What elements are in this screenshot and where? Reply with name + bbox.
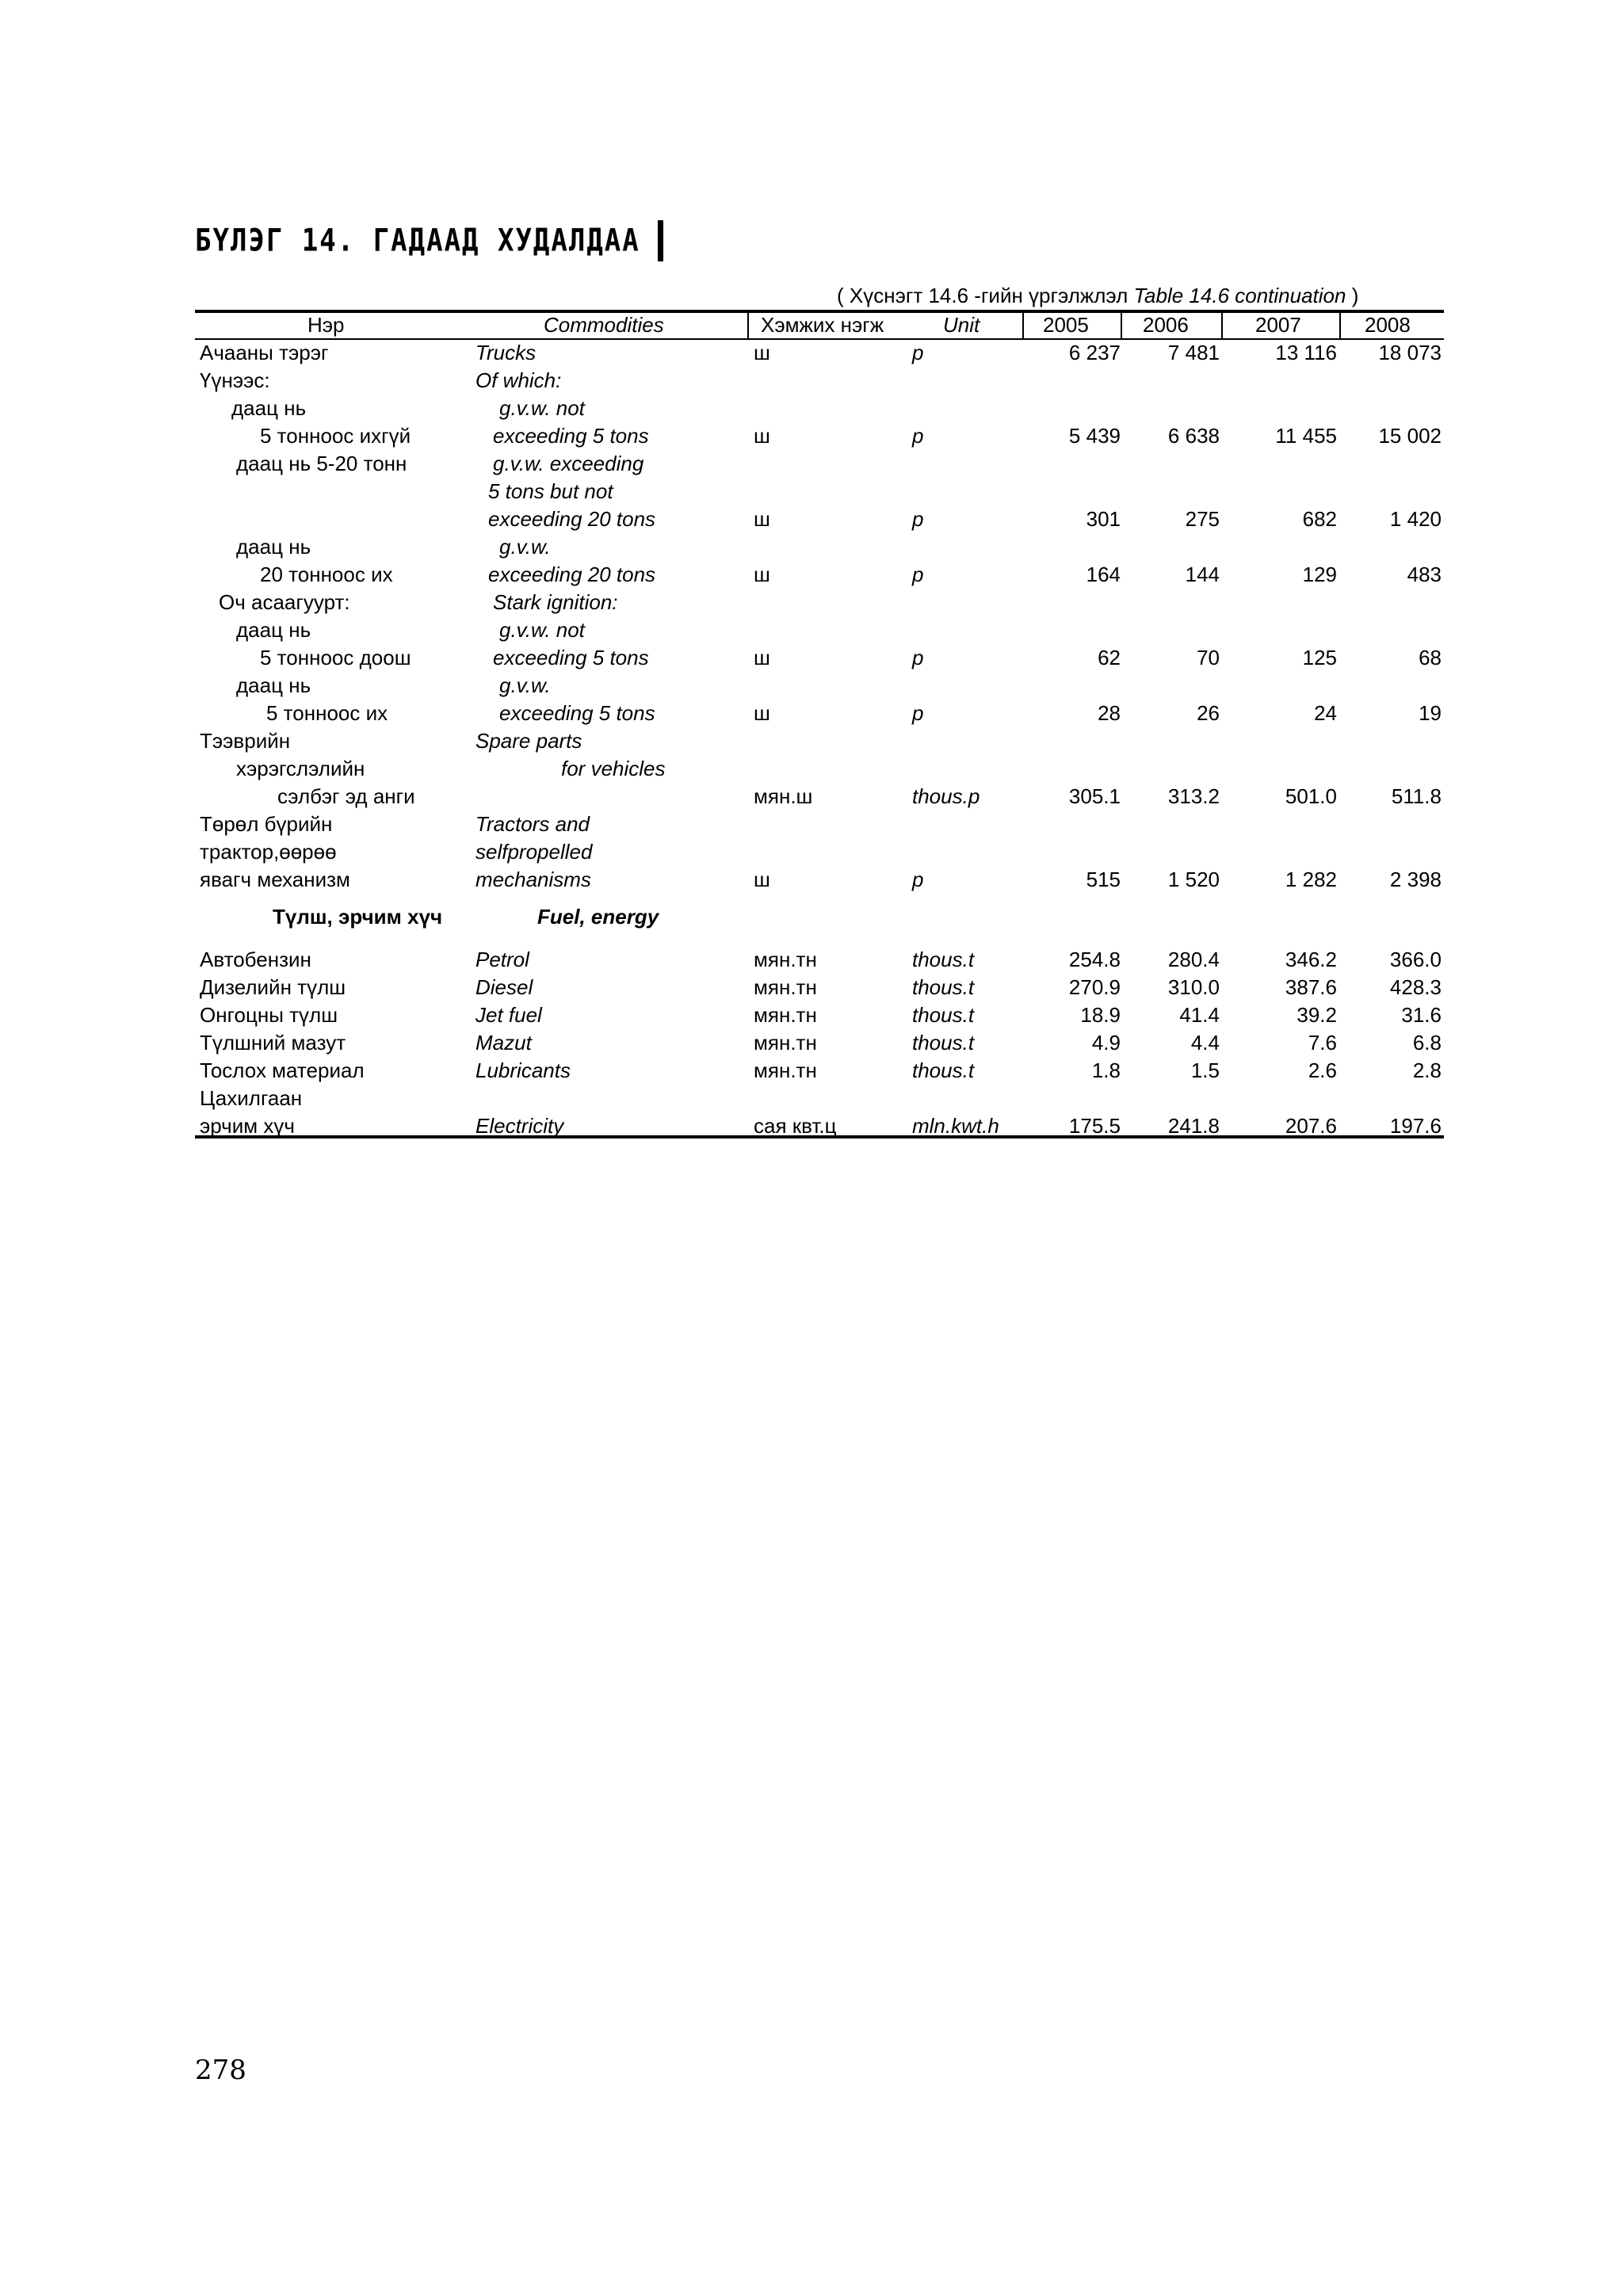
- table-row: [0, 339, 1623, 366]
- section-row: [0, 903, 1623, 930]
- unit-en: р: [912, 701, 924, 725]
- value-2008: 197.6: [1389, 1114, 1442, 1138]
- commodity-name-mn: 5 тонноос доош: [260, 646, 411, 669]
- value-2008: 366.0: [1389, 948, 1442, 971]
- unit-mn: ш: [754, 868, 770, 891]
- commodity-name-en: for vehicles: [561, 757, 666, 780]
- table-row: [0, 450, 1623, 477]
- unit-en: thous.р: [912, 784, 980, 808]
- table-row: [0, 672, 1623, 699]
- header-year-2006: 2006: [1143, 313, 1189, 337]
- value-2007: 1 282: [1285, 868, 1337, 891]
- table-row: [0, 533, 1623, 560]
- table-row: [0, 783, 1623, 810]
- commodity-name-en: 5 tons but not: [488, 479, 613, 503]
- unit-en: р: [912, 646, 924, 669]
- caption-mn: ( Хүснэгт 14.6 -гийн үргэлжлэл: [837, 284, 1128, 307]
- commodity-name-en: selfpropelled: [475, 840, 593, 864]
- commodity-name-mn: Ачааны тэрэг: [200, 341, 329, 364]
- value-2005: 301: [1086, 507, 1121, 531]
- commodity-name-en: Lubricants: [475, 1058, 571, 1082]
- commodity-name-mn: Төрөл бүрийн: [200, 812, 333, 836]
- value-2005: 175.5: [1068, 1114, 1121, 1138]
- commodity-name-mn: трактор,өөрөө: [200, 840, 337, 864]
- table-row: [0, 866, 1623, 893]
- table-row: [0, 810, 1623, 837]
- value-2006: 26: [1197, 701, 1220, 725]
- value-2005: 62: [1098, 646, 1121, 669]
- table-row: [0, 727, 1623, 754]
- value-2007: 125: [1302, 646, 1337, 669]
- value-2006: 1.5: [1190, 1058, 1220, 1082]
- table-row: [0, 589, 1623, 616]
- value-2007: 24: [1314, 701, 1337, 725]
- value-2008: 428.3: [1389, 975, 1442, 999]
- commodity-name-mn: даац нь: [231, 396, 307, 420]
- commodity-name-mn: сэлбэг эд анги: [277, 784, 415, 808]
- value-2006: 70: [1197, 646, 1220, 669]
- commodity-name-mn: явагч механизм: [200, 868, 350, 891]
- value-2007: 7.6: [1308, 1031, 1337, 1055]
- page-number: 278: [195, 2054, 246, 2086]
- commodity-name-mn: Дизелийн түлш: [200, 975, 346, 999]
- commodity-name-mn: Автобензин: [200, 948, 311, 971]
- value-2008: 19: [1419, 701, 1442, 725]
- commodity-name-mn: 20 тонноос их: [260, 563, 393, 586]
- value-2007: 11 455: [1275, 424, 1337, 448]
- value-2008: 31.6: [1401, 1003, 1442, 1027]
- commodity-name-mn: 5 тонноос их: [266, 701, 388, 725]
- header-year-2007: 2007: [1255, 313, 1301, 337]
- value-2005: 1.8: [1091, 1058, 1121, 1082]
- table-row: [0, 1085, 1623, 1112]
- unit-mn: мян.тн: [754, 1058, 817, 1082]
- table-row: [0, 1057, 1623, 1084]
- commodity-name-en: exceeding 5 tons: [493, 424, 649, 448]
- commodity-name-en: Jet fuel: [475, 1003, 542, 1027]
- commodity-name-en: g.v.w. not: [499, 618, 585, 642]
- unit-mn: ш: [754, 563, 770, 586]
- commodity-name-en: g.v.w. not: [499, 396, 585, 420]
- table-row: [0, 422, 1623, 449]
- value-2006: 275: [1185, 507, 1220, 531]
- value-2008: 483: [1407, 563, 1442, 586]
- value-2006: 41.4: [1179, 1003, 1220, 1027]
- chapter-title: БҮЛЭГ 14. ГАДААД ХУДАЛДАА: [195, 223, 640, 259]
- value-2007: 129: [1302, 563, 1337, 586]
- unit-en: р: [912, 868, 924, 891]
- commodity-name-en: mechanisms: [475, 868, 591, 891]
- table-row: [0, 974, 1623, 1001]
- value-2006: 241.8: [1167, 1114, 1220, 1138]
- commodity-name-mn: Тээврийн: [200, 729, 291, 753]
- commodity-name-en: Of which:: [475, 368, 562, 392]
- value-2006: 1 520: [1167, 868, 1220, 891]
- value-2008: 1 420: [1389, 507, 1442, 531]
- table-row: [0, 1112, 1623, 1139]
- value-2005: 4.9: [1091, 1031, 1121, 1055]
- header-year-2005: 2005: [1043, 313, 1089, 337]
- commodity-name-en: Stark ignition:: [493, 590, 618, 614]
- header-unit-en: Unit: [943, 313, 980, 337]
- unit-mn: ш: [754, 701, 770, 725]
- unit-en: thous.t: [912, 1058, 975, 1082]
- table-row: [0, 838, 1623, 865]
- commodity-name-en: Electricity: [475, 1114, 564, 1138]
- value-2007: 39.2: [1296, 1003, 1337, 1027]
- commodity-name-en: exceeding 20 tons: [488, 563, 656, 586]
- value-2007: 13 116: [1275, 341, 1337, 364]
- value-2005: 18.9: [1080, 1003, 1121, 1027]
- commodity-name-mn: Тослох материал: [200, 1058, 365, 1082]
- unit-en: р: [912, 507, 924, 531]
- commodity-name-en: Tractors and: [475, 812, 590, 836]
- table-row: [0, 561, 1623, 588]
- table-row: [0, 1001, 1623, 1028]
- value-2008: 18 073: [1378, 341, 1442, 364]
- value-2005: 28: [1098, 701, 1121, 725]
- unit-en: р: [912, 341, 924, 364]
- caption-close: ): [1351, 284, 1359, 307]
- commodity-name-en: g.v.w. exceeding: [493, 452, 644, 475]
- value-2006: 144: [1185, 563, 1220, 586]
- commodity-name-mn: эрчим хүч: [200, 1114, 295, 1138]
- value-2005: 254.8: [1068, 948, 1121, 971]
- commodity-name-en: Mazut: [475, 1031, 532, 1055]
- commodity-name-en: g.v.w.: [499, 673, 551, 697]
- commodity-name-en: exceeding 5 tons: [499, 701, 655, 725]
- value-2007: 346.2: [1285, 948, 1337, 971]
- unit-mn: сая квт.ц: [754, 1114, 837, 1138]
- table-row: [0, 946, 1623, 973]
- value-2005: 270.9: [1068, 975, 1121, 999]
- unit-en: thous.t: [912, 1003, 975, 1027]
- table-row: [0, 644, 1623, 671]
- commodity-name-en: g.v.w.: [499, 535, 551, 559]
- table-row: [0, 755, 1623, 782]
- unit-mn: мян.тн: [754, 1003, 817, 1027]
- unit-en: thous.t: [912, 975, 975, 999]
- value-2007: 501.0: [1285, 784, 1337, 808]
- value-2008: 6.8: [1412, 1031, 1442, 1055]
- value-2005: 164: [1086, 563, 1121, 586]
- commodity-name-en: exceeding 5 tons: [493, 646, 649, 669]
- commodity-name-en: Petrol: [475, 948, 529, 971]
- value-2006: 7 481: [1167, 341, 1220, 364]
- value-2006: 310.0: [1167, 975, 1220, 999]
- value-2008: 15 002: [1378, 424, 1442, 448]
- value-2008: 2.8: [1412, 1058, 1442, 1082]
- value-2006: 313.2: [1167, 784, 1220, 808]
- unit-mn: мян.тн: [754, 948, 817, 971]
- commodity-name-mn: 5 тонноос ихгүй: [260, 424, 411, 448]
- unit-en: thous.t: [912, 948, 975, 971]
- unit-mn: мян.ш: [754, 784, 813, 808]
- unit-en: р: [912, 424, 924, 448]
- table-row: [0, 1029, 1623, 1056]
- value-2007: 2.6: [1308, 1058, 1337, 1082]
- value-2007: 682: [1302, 507, 1337, 531]
- unit-mn: ш: [754, 507, 770, 531]
- value-2005: 6 237: [1068, 341, 1121, 364]
- commodity-name-en: Diesel: [475, 975, 533, 999]
- commodity-name-mn: Онгоцны түлш: [200, 1003, 338, 1027]
- unit-mn: ш: [754, 424, 770, 448]
- value-2007: 207.6: [1285, 1114, 1337, 1138]
- value-2005: 5 439: [1068, 424, 1121, 448]
- commodity-name-mn: Түлшний мазут: [200, 1031, 346, 1055]
- value-2006: 4.4: [1190, 1031, 1220, 1055]
- commodity-name-mn: даац нь: [236, 535, 311, 559]
- unit-mn: ш: [754, 646, 770, 669]
- value-2008: 2 398: [1389, 868, 1442, 891]
- unit-en: thous.t: [912, 1031, 975, 1055]
- commodity-name-en: Trucks: [475, 341, 537, 364]
- commodity-name-mn: хэрэгслэлийн: [236, 757, 365, 780]
- header-name-en: Commodities: [544, 313, 664, 337]
- table-row: [0, 616, 1623, 643]
- value-2006: 6 638: [1167, 424, 1220, 448]
- commodity-name-mn: Цахилгаан: [200, 1086, 303, 1110]
- header-name-mn: Нэр: [307, 313, 345, 337]
- header-year-2008: 2008: [1365, 313, 1411, 337]
- unit-mn: ш: [754, 341, 770, 364]
- header-unit-mn: Хэмжих нэгж: [761, 313, 884, 337]
- commodity-name-mn: Оч асаагуурт:: [219, 590, 350, 614]
- commodity-name-mn: Түлш, эрчим хүч: [273, 905, 443, 929]
- table-row: [0, 367, 1623, 394]
- unit-mn: мян.тн: [754, 975, 817, 999]
- unit-mn: мян.тн: [754, 1031, 817, 1055]
- commodity-name-en: Spare parts: [475, 729, 582, 753]
- value-2006: 280.4: [1167, 948, 1220, 971]
- value-2008: 68: [1419, 646, 1442, 669]
- value-2005: 305.1: [1068, 784, 1121, 808]
- unit-en: mln.kwt.h: [912, 1114, 999, 1138]
- commodity-name-mn: даац нь: [236, 673, 311, 697]
- caption-en: Table 14.6 continuation: [1133, 284, 1346, 307]
- table-row: [0, 478, 1623, 505]
- commodity-name-mn: Үүнээс:: [200, 368, 270, 392]
- table-row: [0, 700, 1623, 727]
- commodity-name-en: Fuel, energy: [537, 905, 659, 929]
- commodity-name-mn: даац нь: [236, 618, 311, 642]
- value-2005: 515: [1086, 868, 1121, 891]
- value-2007: 387.6: [1285, 975, 1337, 999]
- commodity-name-en: exceeding 20 tons: [488, 507, 656, 531]
- table-row: [0, 505, 1623, 532]
- commodity-name-mn: даац нь 5-20 тонн: [236, 452, 407, 475]
- unit-en: р: [912, 563, 924, 586]
- value-2008: 511.8: [1391, 784, 1442, 808]
- table-row: [0, 395, 1623, 421]
